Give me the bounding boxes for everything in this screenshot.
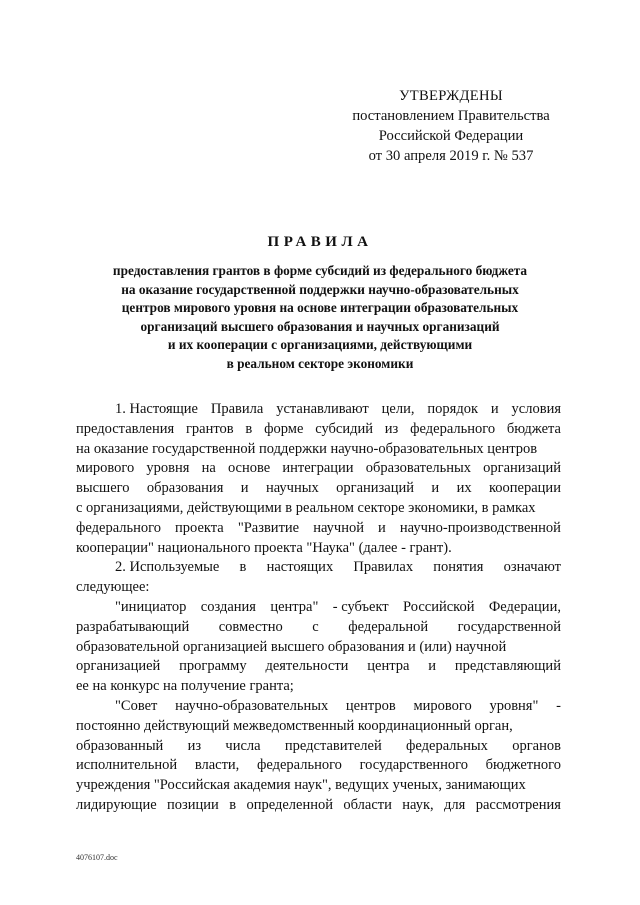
word: федерального xyxy=(410,420,496,437)
word: проекта xyxy=(175,519,224,536)
word: числа xyxy=(225,737,261,754)
word: предоставления xyxy=(76,420,175,437)
word: 1. Настоящие xyxy=(115,401,198,417)
word: научно-производственной xyxy=(399,519,561,536)
word: и xyxy=(431,480,440,497)
word: центров xyxy=(345,697,396,714)
body-line xyxy=(76,776,561,796)
word: их xyxy=(456,480,472,497)
word: федерального xyxy=(256,757,342,774)
word: научно-образовательных xyxy=(175,697,329,714)
approval-block xyxy=(336,86,566,166)
file-name-footer: 4076107.doc xyxy=(76,853,118,862)
document-body xyxy=(76,400,561,816)
word: государственной xyxy=(457,618,561,635)
word: в xyxy=(229,796,237,813)
word: организаций xyxy=(483,460,561,477)
word: рассмотрения xyxy=(475,796,561,813)
word: с xyxy=(312,618,319,635)
subtitle-line: предоставления грантов в форме субсидий из федерального бюджета xyxy=(112,263,528,278)
word: организацией xyxy=(76,658,161,675)
subtitle-line: в реальном секторе экономики xyxy=(226,355,414,371)
word: и xyxy=(490,401,499,417)
approval-line: постановлением Правительства xyxy=(352,108,550,124)
word: Российской xyxy=(403,598,475,615)
word: и xyxy=(240,480,249,497)
body-line xyxy=(76,400,561,420)
word: порядок xyxy=(427,401,478,417)
word: исполнительной xyxy=(76,757,178,774)
subtitle-line: на оказание государственной поддержки научно-образовательных xyxy=(121,281,519,297)
word: Федерации, xyxy=(488,598,561,615)
body-line xyxy=(76,420,561,440)
subtitle-line: и их кооперации с организациями, действующими xyxy=(167,337,473,352)
word: "инициатор xyxy=(115,598,187,615)
body-line-last: следующее: xyxy=(76,579,150,596)
body-line xyxy=(76,598,561,618)
word: уровня" xyxy=(489,697,539,714)
word: Правила xyxy=(210,401,264,417)
approval-line: от 30 апреля 2019 г. № 537 xyxy=(368,148,534,164)
word: лидирующие xyxy=(76,796,157,813)
body-line xyxy=(76,499,561,519)
paragraph-4 xyxy=(76,697,561,816)
word: Правилах xyxy=(353,559,414,576)
word: научной xyxy=(313,519,364,536)
word: представляющий xyxy=(454,658,561,675)
body-line-last: кооперации" национального проекта "Наука" (далее - грант). xyxy=(76,539,452,556)
word: центра" xyxy=(270,598,319,615)
word: означают xyxy=(503,559,561,576)
word: федеральных xyxy=(406,737,488,754)
body-line xyxy=(76,717,561,737)
word: грантов xyxy=(185,420,234,437)
word: в xyxy=(245,420,253,437)
body-line xyxy=(76,796,561,816)
word: области xyxy=(343,796,392,813)
word: условия xyxy=(511,401,561,417)
body-line xyxy=(76,697,561,717)
word: бюджета xyxy=(506,420,561,437)
body-line xyxy=(76,519,561,539)
word: "Совет xyxy=(115,697,158,714)
word: образования xyxy=(146,480,224,497)
word: деятельности xyxy=(265,658,349,675)
word: организаций xyxy=(336,480,414,497)
word: понятия xyxy=(433,559,484,576)
word: государственного xyxy=(359,757,469,774)
word: федеральной xyxy=(348,618,429,635)
word: субсидий xyxy=(315,420,373,437)
word: позиции xyxy=(167,796,219,813)
word: образовательной организацией высшего образования и (или) научной xyxy=(76,638,507,655)
body-line xyxy=(76,479,561,499)
word: из xyxy=(187,737,202,754)
word: учреждения "Российская академия наук", ведущих ученых, занимающих xyxy=(76,777,526,794)
word: на оказание государственной поддержки научно-образовательных центров xyxy=(76,440,538,457)
approval-line: Российской Федерации xyxy=(378,128,524,144)
body-line xyxy=(76,638,561,658)
word: настоящих xyxy=(266,559,334,576)
approval-heading: УТВЕРЖДЕНЫ xyxy=(399,88,503,104)
word: мирового xyxy=(413,697,472,714)
body-line xyxy=(76,756,561,776)
word: федерального xyxy=(76,519,161,536)
word: образованный xyxy=(76,737,164,754)
document-subtitle xyxy=(68,262,572,373)
body-line-last: ее на конкурс на получение гранта; xyxy=(76,678,294,695)
word: определенной xyxy=(246,796,333,813)
document-title: ПРАВИЛА xyxy=(267,234,373,250)
body-line xyxy=(76,558,561,578)
word: создания xyxy=(200,598,256,615)
paragraph-2 xyxy=(76,558,561,598)
word: с организациями, действующими в реальном секторе экономики, в рамках xyxy=(76,499,536,516)
word: в xyxy=(239,559,247,576)
body-line xyxy=(76,657,561,677)
word: наук, xyxy=(402,796,434,813)
subtitle-line: центров мирового уровня на основе интеграции образовательных xyxy=(121,300,519,315)
word: и xyxy=(428,658,437,675)
word: основе xyxy=(227,460,271,477)
body-line xyxy=(76,737,561,757)
word: мирового xyxy=(76,460,135,477)
paragraph-1 xyxy=(76,400,561,558)
word: из xyxy=(384,420,399,437)
word: органов xyxy=(512,737,561,754)
word: 2. Используемые xyxy=(115,559,220,576)
word: научных xyxy=(265,480,319,497)
word: форме xyxy=(264,420,304,437)
body-line xyxy=(76,618,561,638)
word: "Развитие xyxy=(237,519,300,536)
word: высшего xyxy=(76,480,130,497)
word: постоянно действующий межведомственный координационный орган, xyxy=(76,717,513,734)
word: цели, xyxy=(381,401,415,417)
word: уровня xyxy=(146,460,190,477)
word: устанавливают xyxy=(276,401,369,417)
word: интеграции xyxy=(282,460,354,477)
word: кооперации xyxy=(488,480,561,497)
word: власти, xyxy=(194,757,240,774)
word: и xyxy=(378,519,386,536)
paragraph-3 xyxy=(76,598,561,697)
word: - xyxy=(556,697,561,714)
word: образовательных xyxy=(365,460,471,477)
word: разрабатывающий xyxy=(76,618,190,635)
word: представителей xyxy=(284,737,382,754)
word: - субъект xyxy=(332,598,389,615)
body-line xyxy=(76,459,561,479)
subtitle-line: организаций высшего образования и научных организаций xyxy=(140,318,500,334)
word: для xyxy=(444,796,466,813)
word: программу xyxy=(179,658,247,675)
body-line xyxy=(76,440,561,460)
word: центра xyxy=(367,658,410,675)
word: бюджетного xyxy=(485,757,561,774)
word: на xyxy=(201,460,216,477)
word: совместно xyxy=(218,618,283,635)
